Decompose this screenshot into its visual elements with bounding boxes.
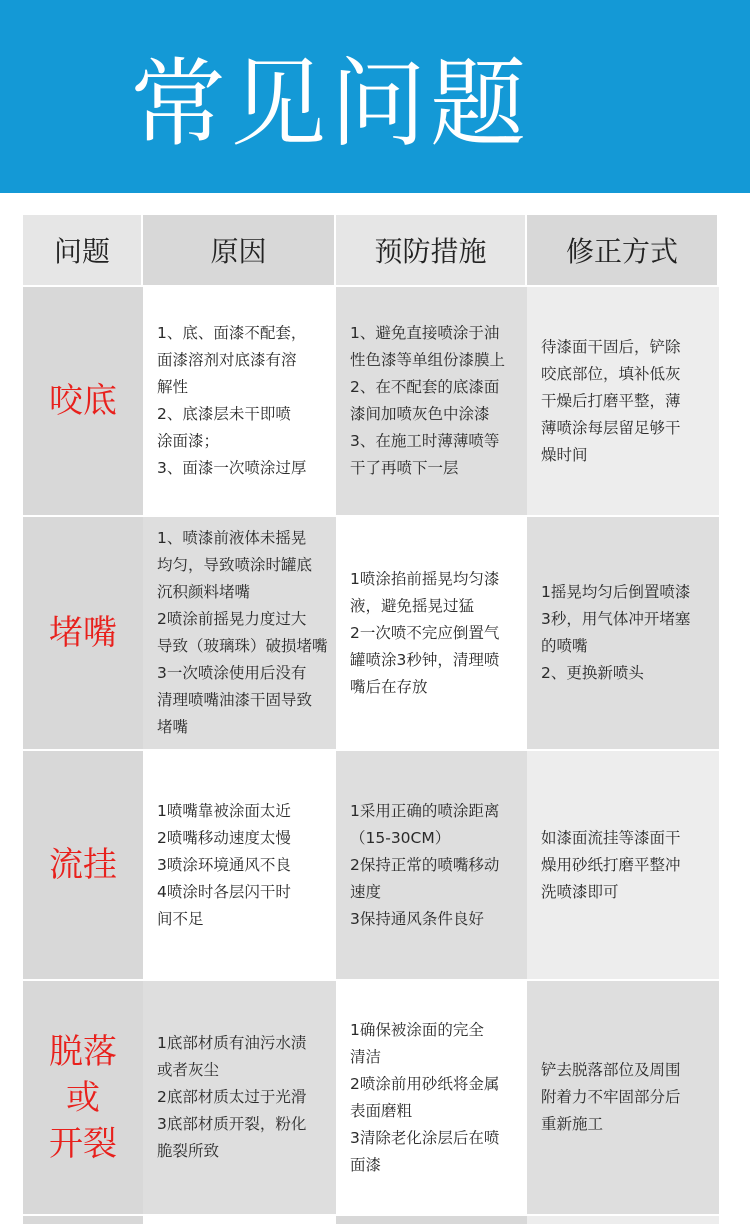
issue-cell: 堵嘴 [23, 515, 143, 749]
cause-cell: 1、喷漆前液体未摇晃 均匀，导致喷涂时罐底 沉积颜料堵嘴 2喷涂前摇晃力度过大 导致（玻璃珠）破损堵嘴 3一次喷涂使用后没有 清理喷嘴油漆干固导致 堵嘴 [143, 515, 336, 749]
header-fix: 修正方式 [527, 215, 719, 285]
header-cause: 原因 [143, 215, 336, 285]
issue-cell: 咬底 [23, 285, 143, 515]
table-row-continuation [336, 1214, 527, 1224]
fix-cell: 铲去脱落部位及周围 附着力不牢固部分后 重新施工 [527, 979, 719, 1214]
cause-cell: 1底部材质有油污水渍 或者灰尘 2底部材质太过于光滑 3底部材质开裂，粉化 脆裂所致 [143, 979, 336, 1214]
issue-cell: 流挂 [23, 749, 143, 979]
prevention-cell: 1采用正确的喷涂距离 （15-30CM） 2保持正常的喷嘴移动 速度 3保持通风条件良好 [336, 749, 527, 979]
table-row-continuation [143, 1214, 336, 1224]
header-issue: 问题 [23, 215, 143, 285]
fix-cell: 1摇晃均匀后倒置喷漆 3秒，用气体冲开堵塞 的喷嘴 2、更换新喷头 [527, 515, 719, 749]
cause-cell: 1、底、面漆不配套， 面漆溶剂对底漆有溶 解性 2、底漆层未干即喷 涂面漆； 3、面漆一次喷涂过厚 [143, 285, 336, 515]
table-row-continuation [527, 1214, 719, 1224]
page-title: 常见问题 [130, 48, 530, 160]
faq-table [23, 215, 719, 1224]
table-row-continuation [23, 1214, 143, 1224]
issue-cell: 脱落 或 开裂 [23, 979, 143, 1214]
fix-cell: 待漆面干固后，铲除 咬底部位，填补低灰 干燥后打磨平整，薄 薄喷涂每层留足够干 燥时间 [527, 285, 719, 515]
cause-cell: 1喷嘴靠被涂面太近 2喷嘴移动速度太慢 3喷涂环境通风不良 4喷涂时各层闪干时 间不足 [143, 749, 336, 979]
fix-cell: 如漆面流挂等漆面干 燥用砂纸打磨平整冲 洗喷漆即可 [527, 749, 719, 979]
prevention-cell: 1确保被涂面的完全 清洁 2喷涂前用砂纸将金属 表面磨粗 3清除老化涂层后在喷 面漆 [336, 979, 527, 1214]
header-prevention: 预防措施 [336, 215, 527, 285]
prevention-cell: 1、避免直接喷涂于油 性色漆等单组份漆膜上 2、在不配套的底漆面 漆间加喷灰色中涂漆 3、在施工时薄薄喷等 干了再喷下一层 [336, 285, 527, 515]
prevention-cell: 1喷涂掐前摇晃均匀漆 液，避免摇晃过猛 2一次喷不完应倒置气 罐喷涂3秒钟，清理喷 嘴后在存放 [336, 515, 527, 749]
